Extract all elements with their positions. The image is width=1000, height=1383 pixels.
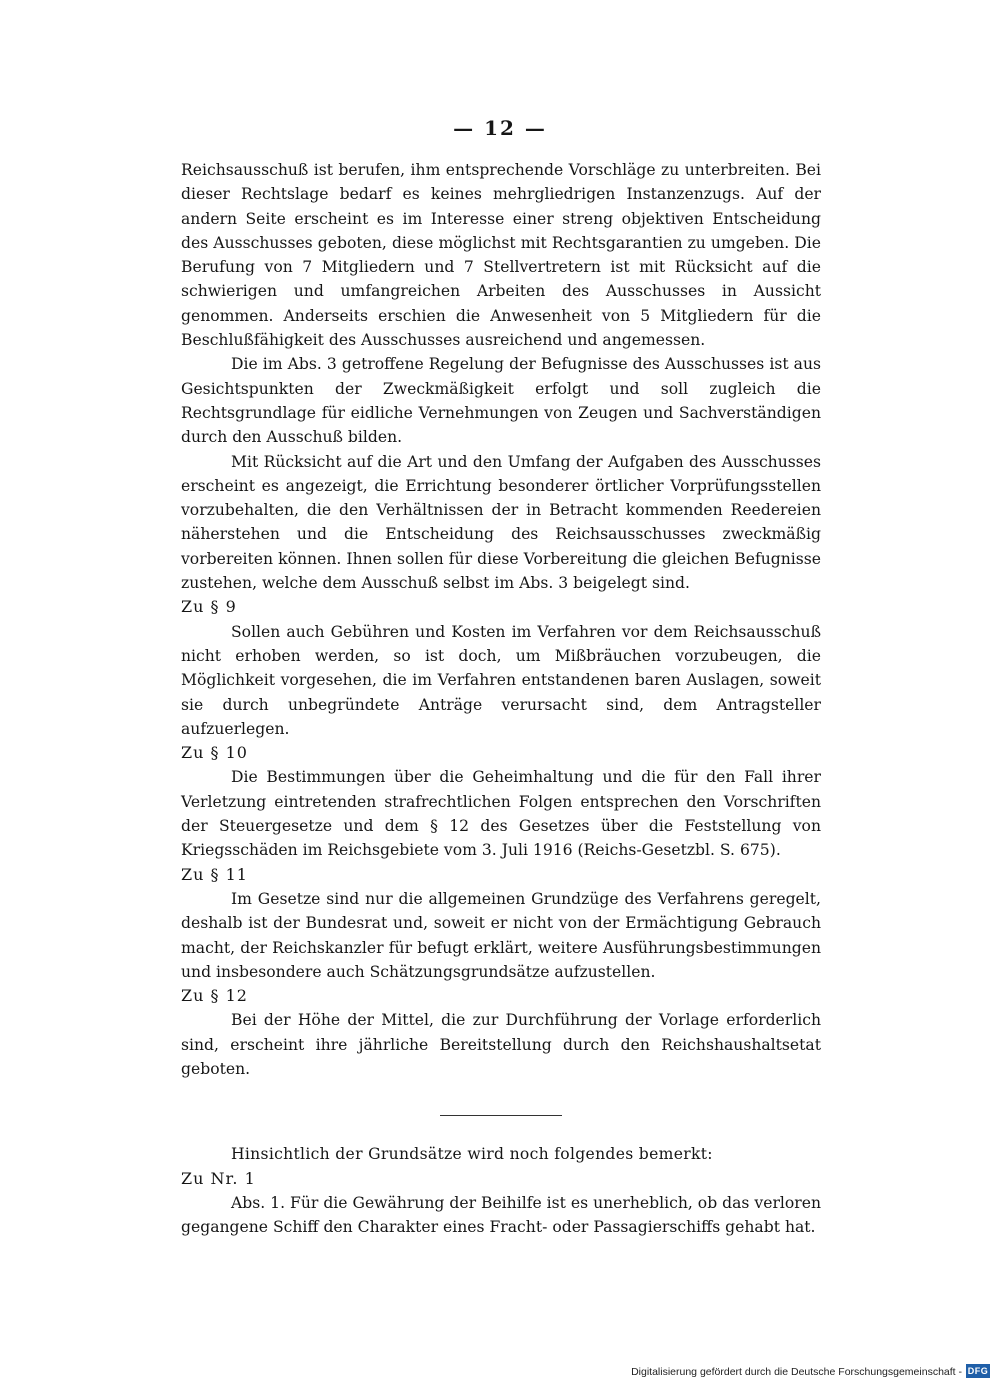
paragraph-5: Die Bestimmungen über die Geheimhaltung und die für den Fall ihrer Verletzung eintretenden strafrechtlichen Folgen entsprechen den Vorschriften der Steuergesetze und dem § 12 des Gesetzes über die Feststellung von Kriegsschäden im Reichsgebiete vom 3. Juli 1916 (Reichs-Gesetzbl. S. 675).	[181, 768, 821, 860]
paragraph-6: Im Gesetze sind nur die allgemeinen Grundzüge des Verfahrens geregelt, deshalb ist der Bundesrat und, soweit er nicht von der Ermächtigung Gebrauch macht, der Reichskanzler für befugt erklärt, weitere Ausführungsbestimmungen und insbesondere auch Schätzungsgrundsätze aufzustellen.	[181, 889, 821, 981]
section-heading-nr1: Zu Nr. 1	[181, 1168, 256, 1188]
paragraph-2: Die im Abs. 3 getroffene Regelung der Befugnisse des Ausschusses ist aus Gesichtspunkten der Zweckmäßigkeit erfolgt und soll zugleich die Rechtsgrundlage für eidliche Vernehmungen von Zeugen und Sachverständigen durch den Ausschuß bilden.	[181, 355, 821, 447]
paragraph-7: Bei der Höhe der Mittel, die zur Durchführung der Vorlage erforderlich sind, erscheint ihre jährliche Bereitstellung durch den Reichshaushaltsetat geboten.	[181, 1011, 821, 1078]
dfg-logo-icon: DFG	[967, 1366, 989, 1376]
section-heading-11: Zu § 11	[181, 864, 248, 884]
section-heading-9: Zu § 9	[181, 597, 237, 617]
note-line: Hinsichtlich der Grundsätze wird noch folgendes bemerkt:	[231, 1145, 713, 1164]
paragraph-3: Mit Rücksicht auf die Art und den Umfang der Aufgaben des Ausschusses erscheint es angezeigt, die Errichtung besonderer örtlicher Vorprüfungsstellen vorzubehalten, die den Verhältnissen der in Betracht kommenden Reedereien näherstehen und die Entscheidung des Reichsausschusses zweckmäßig vorbereiten können. Ihnen sollen für diese Vorbereitung die gleichen Befugnisse zustehen, welche dem Ausschuß selbst im Abs. 3 beigelegt sind.	[181, 452, 821, 593]
page-number: — 12 —	[453, 116, 547, 140]
paragraph-8: Abs. 1. Für die Gewährung der Beihilfe ist es unerheblich, ob das verloren gegangene Schiff den Charakter eines Fracht- oder Passagierschiffs gehabt hat.	[181, 1193, 821, 1237]
paragraph-1: Reichsausschuß ist berufen, ihm entsprechende Vorschläge zu unterbreiten. Bei dieser Rechtslage bedarf es keines mehrgliedrigen Instanzenzugs. Auf der andern Seite erscheint es im Interesse einer streng objektiven Entscheidung des Ausschusses geboten, diese möglichst mit Rechtsgarantien zu umgeben. Die Berufung von 7 Mitgliedern und 7 Stellvertretern ist mit Rücksicht auf die schwierigen und umfangreichen Arbeiten des Ausschusses in Aussicht genommen. Anderseits erschien die Anwesenheit von 5 Mitgliedern für die Beschlußfähigkeit des Ausschusses ausreichend und angemessen.	[181, 161, 821, 350]
section-heading-12: Zu § 12	[181, 986, 248, 1006]
body-text	[181, 158, 821, 1239]
paragraph-4: Sollen auch Gebühren und Kosten im Verfahren vor dem Reichsausschuß nicht erhoben werden, so ist doch, um Mißbräuchen vorzubeugen, die Möglichkeit vorgesehen, die im Verfahren entstandenen baren Auslagen, soweit sie durch unbegründete Anträge verursacht sind, dem Antragsteller aufzuerlegen.	[181, 622, 821, 738]
footer-credit: Digitalisierung gefördert durch die Deutsche Forschungsgemeinschaft -	[631, 1366, 962, 1378]
section-heading-10: Zu § 10	[181, 743, 248, 763]
section-divider	[440, 1115, 562, 1116]
